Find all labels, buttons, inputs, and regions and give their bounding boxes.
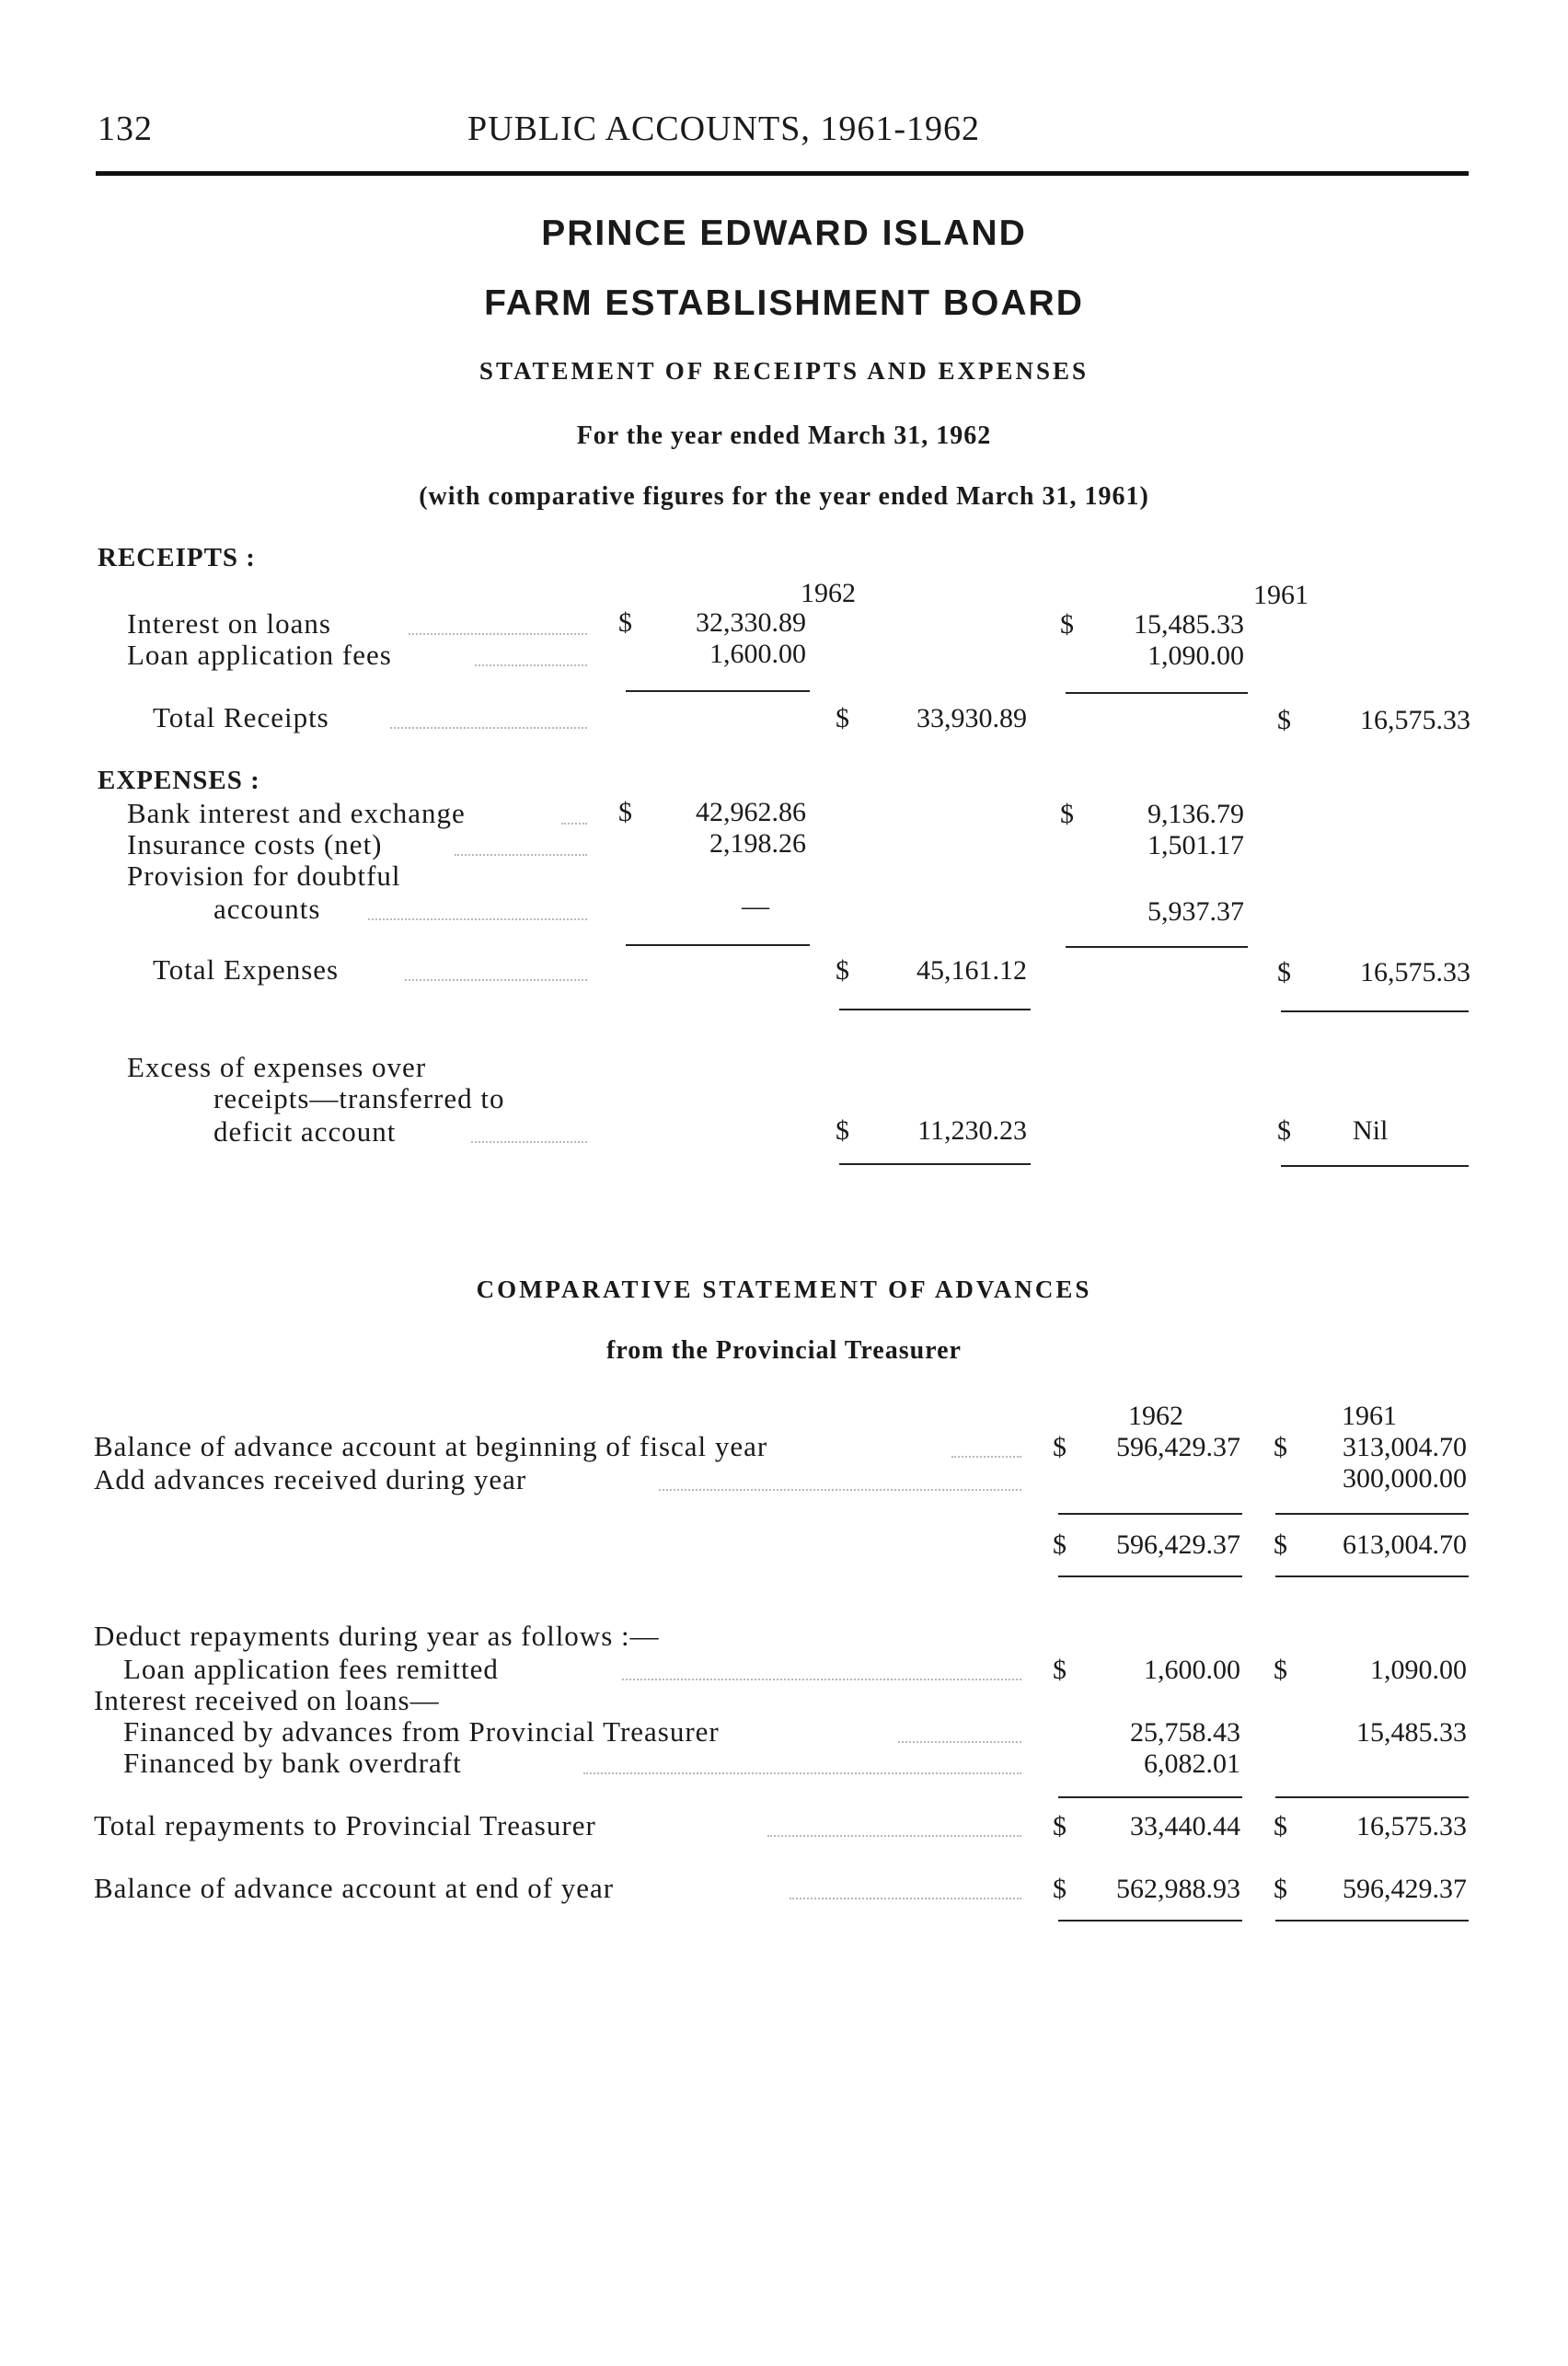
leader-dots [390, 727, 587, 729]
deduct-heading: Deduct repayments during year as follows :— [94, 1620, 660, 1652]
receipts-heading: RECEIPTS : [98, 543, 256, 572]
dollar-sign: $ [1277, 957, 1291, 987]
dollar-sign: $ [1053, 1874, 1066, 1904]
add-advances-label: Add advances received during year [94, 1463, 527, 1495]
leader-dots [659, 1489, 1021, 1491]
financed-bank-label: Financed by bank overdraft [123, 1747, 462, 1779]
dollar-sign: $ [1060, 799, 1074, 829]
dollar-sign: $ [836, 703, 849, 733]
expense-value-1961: 5,937.37 [1147, 896, 1244, 927]
expenses-heading: EXPENSES : [98, 766, 260, 795]
balance-begin-1962: 596,429.37 [1116, 1432, 1240, 1462]
expense-value-1962: — [742, 891, 769, 921]
receipt-value-1962: 32,330.89 [696, 607, 806, 638]
total-repayments-1962: 33,440.44 [1130, 1811, 1240, 1841]
expense-label: Insurance costs (net) [127, 828, 383, 860]
receipt-value-1961: 1,090.00 [1147, 641, 1244, 671]
leader-dots [583, 1772, 1021, 1774]
balance-begin-1961: 313,004.70 [1343, 1432, 1467, 1462]
dollar-sign: $ [836, 1115, 849, 1146]
dollar-sign: $ [1274, 1529, 1287, 1560]
dollar-sign: $ [1277, 705, 1291, 735]
dollar-sign: $ [618, 607, 632, 638]
financed-treasurer-1961: 15,485.33 [1356, 1717, 1467, 1748]
statement-title: STATEMENT OF RECEIPTS AND EXPENSES [478, 357, 1090, 385]
advances-subtitle: from the Provincial Treasurer [606, 1336, 962, 1365]
total-receipts-1961: 16,575.33 [1360, 705, 1470, 735]
subtotal-rule [1275, 1513, 1469, 1515]
subtotal-rule [1058, 1513, 1242, 1515]
leader-dots [475, 664, 587, 666]
expense-value-1961: 1,501.17 [1147, 830, 1244, 860]
total-expenses-1961: 16,575.33 [1360, 957, 1470, 987]
subtotal-rule [1275, 1796, 1469, 1798]
total-repayments-label: Total repayments to Provincial Treasurer [94, 1809, 596, 1841]
leader-dots [368, 918, 587, 920]
total-rule [839, 1009, 1031, 1010]
leader-dots [561, 823, 587, 825]
dollar-sign: $ [1053, 1655, 1066, 1685]
subtotal-rule [1066, 692, 1248, 694]
title-board: FARM ESTABLISHMENT BOARD [484, 283, 1084, 323]
subtotal-1961: 613,004.70 [1343, 1529, 1467, 1560]
dollar-sign: $ [1277, 1115, 1291, 1146]
dollar-sign: $ [1274, 1874, 1287, 1904]
expense-value-1962: 42,962.86 [696, 797, 806, 827]
loan-fees-1962: 1,600.00 [1144, 1655, 1240, 1685]
excess-label: receipts—transferred to [213, 1082, 505, 1114]
excess-label: deficit account [213, 1115, 397, 1148]
leader-dots [790, 1898, 1021, 1899]
year-1961-header: 1961 [1342, 1401, 1397, 1431]
leader-dots [767, 1835, 1021, 1837]
total-expenses-1962: 45,161.12 [917, 955, 1027, 986]
balance-end-1961: 596,429.37 [1343, 1874, 1467, 1904]
leader-dots [471, 1141, 587, 1143]
total-rule [1275, 1920, 1469, 1922]
loan-fees-label: Loan application fees remitted [123, 1653, 499, 1685]
dollar-sign: $ [1060, 609, 1074, 640]
subtotal-rule [1058, 1796, 1242, 1798]
subtotal-rule [626, 690, 810, 692]
leader-dots [409, 633, 587, 635]
balance-begin-label: Balance of advance account at beginning of fiscal year [94, 1430, 768, 1462]
subtotal-rule [1066, 946, 1248, 948]
dollar-sign: $ [1053, 1811, 1066, 1841]
leader-dots [951, 1456, 1021, 1458]
period-line: For the year ended March 31, 1962 [576, 421, 992, 450]
expense-label: Bank interest and exchange [127, 797, 466, 829]
dollar-sign: $ [1274, 1432, 1287, 1462]
dollar-sign: $ [618, 797, 632, 827]
expense-value-1962: 2,198.26 [709, 828, 806, 859]
total-rule [1281, 1165, 1469, 1167]
loan-fees-1961: 1,090.00 [1370, 1655, 1467, 1685]
expense-label-continued: accounts [213, 893, 321, 925]
receipt-label: Interest on loans [127, 607, 331, 640]
comparative-note: (with comparative figures for the year ended March 31, 1961) [419, 482, 1149, 511]
leader-dots [622, 1679, 1021, 1680]
excess-value-1961: Nil [1353, 1115, 1389, 1146]
financed-treasurer-1962: 25,758.43 [1130, 1717, 1240, 1748]
excess-label: Excess of expenses over [127, 1051, 427, 1083]
leader-dots [405, 979, 587, 981]
header-rule [96, 171, 1469, 176]
advances-title: COMPARATIVE STATEMENT OF ADVANCES [476, 1275, 1092, 1303]
dollar-sign: $ [1053, 1529, 1066, 1560]
expense-value-1961: 9,136.79 [1147, 799, 1244, 829]
running-title: PUBLIC ACCOUNTS, 1961-1962 [467, 110, 980, 148]
total-rule [839, 1163, 1031, 1165]
total-repayments-1961: 16,575.33 [1356, 1811, 1467, 1841]
financed-treasurer-label: Financed by advances from Provincial Treasurer [123, 1715, 720, 1748]
receipt-value-1961: 15,485.33 [1134, 609, 1244, 640]
receipt-value-1962: 1,600.00 [709, 639, 806, 669]
total-receipts-1962: 33,930.89 [917, 703, 1027, 733]
year-1962-header: 1962 [1128, 1401, 1183, 1431]
dollar-sign: $ [1053, 1432, 1066, 1462]
balance-end-label: Balance of advance account at end of year [94, 1872, 615, 1904]
dollar-sign: $ [1274, 1811, 1287, 1841]
total-rule [1275, 1575, 1469, 1577]
dollar-sign: $ [836, 955, 849, 986]
balance-end-1962: 562,988.93 [1116, 1874, 1240, 1904]
year-1962-header: 1962 [801, 578, 856, 608]
receipt-label: Loan application fees [127, 639, 392, 671]
subtotal-rule [626, 944, 810, 946]
page-number: 132 [98, 110, 153, 148]
leader-dots [455, 854, 587, 856]
year-1961-header: 1961 [1253, 580, 1309, 610]
total-rule [1058, 1920, 1242, 1922]
title-province: PRINCE EDWARD ISLAND [541, 214, 1027, 253]
dollar-sign: $ [1274, 1655, 1287, 1685]
leader-dots [898, 1741, 1021, 1743]
excess-value-1962: 11,230.23 [917, 1115, 1027, 1146]
financed-bank-1962: 6,082.01 [1144, 1749, 1240, 1779]
total-rule [1281, 1010, 1469, 1012]
interest-heading: Interest received on loans— [94, 1684, 440, 1716]
total-expenses-label: Total Expenses [153, 953, 340, 986]
total-receipts-label: Total Receipts [153, 701, 329, 733]
subtotal-1962: 596,429.37 [1116, 1529, 1240, 1560]
expense-label: Provision for doubtful [127, 860, 401, 892]
add-advances-1961: 300,000.00 [1343, 1463, 1467, 1494]
total-rule [1058, 1575, 1242, 1577]
